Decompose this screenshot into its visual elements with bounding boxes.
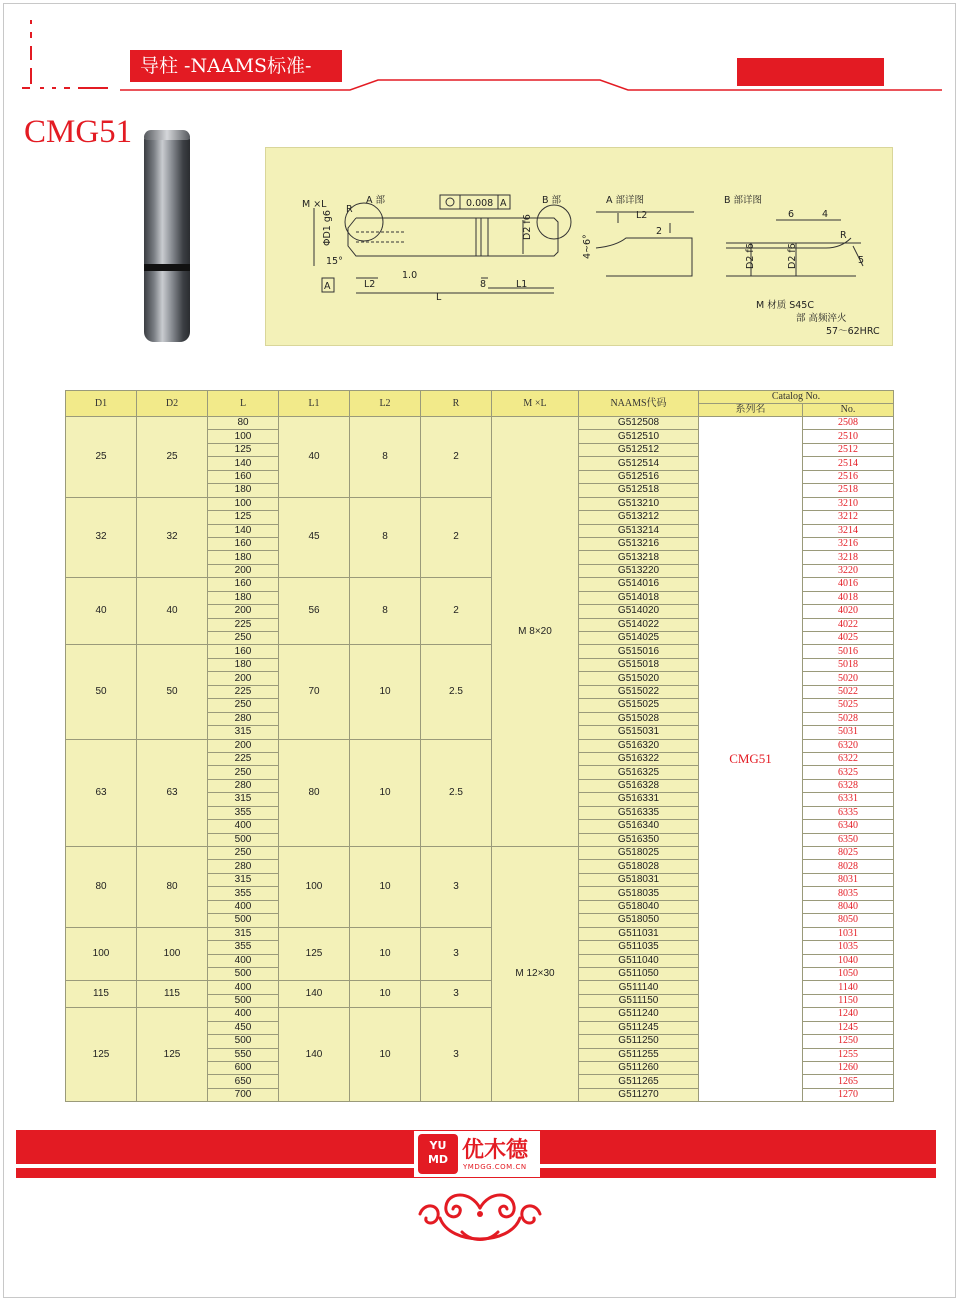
col-r: R bbox=[421, 391, 492, 417]
cell-naams: G515020 bbox=[579, 672, 699, 685]
cell-naams: G518040 bbox=[579, 900, 699, 913]
label-l: L bbox=[436, 292, 442, 303]
cell-catalog-no: 2508 bbox=[803, 417, 894, 430]
cell-naams: G511035 bbox=[579, 941, 699, 954]
cell-catalog-no: 2516 bbox=[803, 470, 894, 483]
cell-mxl: M 8×20 bbox=[492, 417, 579, 847]
cell-catalog-no: 6340 bbox=[803, 820, 894, 833]
cell-l: 600 bbox=[208, 1062, 279, 1075]
cell-catalog-no: 3216 bbox=[803, 537, 894, 550]
label-l1: L1 bbox=[516, 279, 528, 290]
col-l1: L1 bbox=[279, 391, 350, 417]
label-d1: ΦD1 g6 bbox=[322, 210, 333, 246]
cell-l1: 40 bbox=[279, 417, 350, 498]
cell-d2: 50 bbox=[137, 645, 208, 739]
cell-naams: G516328 bbox=[579, 779, 699, 792]
cell-catalog-no: 5031 bbox=[803, 726, 894, 739]
label-mxl: M ×L bbox=[302, 199, 327, 210]
cell-l: 400 bbox=[208, 981, 279, 994]
cell-catalog-no: 3218 bbox=[803, 551, 894, 564]
cell-naams: G512518 bbox=[579, 484, 699, 497]
cell-l2: 8 bbox=[350, 417, 421, 498]
cell-l1: 125 bbox=[279, 927, 350, 981]
cell-catalog-no: 3220 bbox=[803, 564, 894, 577]
cell-l: 200 bbox=[208, 672, 279, 685]
cell-naams: G516320 bbox=[579, 739, 699, 752]
cell-d2: 125 bbox=[137, 1008, 208, 1102]
cell-l: 125 bbox=[208, 511, 279, 524]
cell-l: 140 bbox=[208, 524, 279, 537]
cell-l: 315 bbox=[208, 927, 279, 940]
cell-naams: G513212 bbox=[579, 511, 699, 524]
cell-catalog-no: 4018 bbox=[803, 591, 894, 604]
cell-catalog-no: 6322 bbox=[803, 752, 894, 765]
cell-l2: 10 bbox=[350, 1008, 421, 1102]
cell-l: 200 bbox=[208, 564, 279, 577]
cell-naams: G516350 bbox=[579, 833, 699, 846]
label-b-d2a: D2 f6 bbox=[745, 243, 756, 269]
cell-naams: G514022 bbox=[579, 618, 699, 631]
cell-d2: 115 bbox=[137, 981, 208, 1008]
cell-naams: G511040 bbox=[579, 954, 699, 967]
cell-r: 2 bbox=[421, 497, 492, 578]
cell-l: 400 bbox=[208, 954, 279, 967]
cell-naams: G512514 bbox=[579, 457, 699, 470]
col-d2: D2 bbox=[137, 391, 208, 417]
cell-l1: 70 bbox=[279, 645, 350, 739]
cell-d1: 50 bbox=[66, 645, 137, 739]
cell-l: 500 bbox=[208, 994, 279, 1007]
cell-l: 180 bbox=[208, 658, 279, 671]
cell-l: 400 bbox=[208, 900, 279, 913]
cell-naams: G511250 bbox=[579, 1035, 699, 1048]
cell-naams: G511031 bbox=[579, 927, 699, 940]
cell-r: 3 bbox=[421, 927, 492, 981]
label-a-datum-box: A bbox=[324, 281, 331, 292]
cell-naams: G511260 bbox=[579, 1062, 699, 1075]
cell-naams: G515016 bbox=[579, 645, 699, 658]
cell-d1: 100 bbox=[66, 927, 137, 981]
label-r: R bbox=[346, 204, 353, 215]
label-b-r: R bbox=[840, 230, 847, 241]
cell-naams: G511270 bbox=[579, 1088, 699, 1101]
cell-catalog-no: 5028 bbox=[803, 712, 894, 725]
cell-naams: G512508 bbox=[579, 417, 699, 430]
cell-naams: G515025 bbox=[579, 699, 699, 712]
cell-naams: G513216 bbox=[579, 537, 699, 550]
cell-naams: G516340 bbox=[579, 820, 699, 833]
label-a-l2: L2 bbox=[636, 210, 648, 221]
cell-naams: G511265 bbox=[579, 1075, 699, 1088]
cell-l1: 45 bbox=[279, 497, 350, 578]
label-b-part: B 部 bbox=[542, 195, 562, 206]
cell-naams: G511050 bbox=[579, 967, 699, 980]
cell-catalog-no: 5022 bbox=[803, 685, 894, 698]
cell-l: 80 bbox=[208, 417, 279, 430]
brand-logo bbox=[414, 1131, 540, 1177]
cell-l: 355 bbox=[208, 806, 279, 819]
cell-l: 650 bbox=[208, 1075, 279, 1088]
cell-l: 280 bbox=[208, 779, 279, 792]
label-four: 4 bbox=[822, 209, 829, 220]
cell-naams: G511255 bbox=[579, 1048, 699, 1061]
cell-catalog-no: 1035 bbox=[803, 941, 894, 954]
cell-catalog-no: 1150 bbox=[803, 994, 894, 1007]
label-angle: 15° bbox=[326, 256, 343, 267]
cell-naams: G518031 bbox=[579, 873, 699, 886]
cell-naams: G511245 bbox=[579, 1021, 699, 1034]
header-accent-box bbox=[737, 58, 884, 86]
col-l2: L2 bbox=[350, 391, 421, 417]
cell-l1: 140 bbox=[279, 981, 350, 1008]
cell-l: 160 bbox=[208, 645, 279, 658]
cell-naams: G512516 bbox=[579, 470, 699, 483]
spec-table bbox=[65, 390, 894, 1102]
col-l: L bbox=[208, 391, 279, 417]
cell-r: 3 bbox=[421, 847, 492, 928]
cell-d2: 40 bbox=[137, 578, 208, 645]
cell-l2: 10 bbox=[350, 981, 421, 1008]
label-b-detail: B 部详图 bbox=[724, 195, 763, 206]
cell-l2: 10 bbox=[350, 739, 421, 847]
cell-l1: 56 bbox=[279, 578, 350, 645]
cell-catalog-no: 1270 bbox=[803, 1088, 894, 1101]
page-title: 导柱 -NAAMS标准- bbox=[130, 50, 342, 82]
cell-catalog-no: 8040 bbox=[803, 900, 894, 913]
cell-naams: G513218 bbox=[579, 551, 699, 564]
cell-naams: G518025 bbox=[579, 847, 699, 860]
note-material: M 材质 S45C bbox=[756, 300, 814, 311]
cell-l2: 10 bbox=[350, 927, 421, 981]
cell-d2: 100 bbox=[137, 927, 208, 981]
cell-l: 400 bbox=[208, 820, 279, 833]
cell-naams: G513214 bbox=[579, 524, 699, 537]
cell-l: 200 bbox=[208, 605, 279, 618]
cell-catalog-no: 6325 bbox=[803, 766, 894, 779]
cell-d2: 80 bbox=[137, 847, 208, 928]
cell-naams: G518028 bbox=[579, 860, 699, 873]
technical-drawing bbox=[265, 147, 893, 346]
cell-l: 315 bbox=[208, 726, 279, 739]
cell-l: 160 bbox=[208, 578, 279, 591]
cell-d1: 80 bbox=[66, 847, 137, 928]
cell-naams: G514016 bbox=[579, 578, 699, 591]
col-catalog: Catalog No. bbox=[699, 391, 894, 404]
cell-catalog-no: 8035 bbox=[803, 887, 894, 900]
cell-naams: G516325 bbox=[579, 766, 699, 779]
cell-d1: 32 bbox=[66, 497, 137, 578]
cell-r: 2 bbox=[421, 417, 492, 498]
cell-l: 250 bbox=[208, 699, 279, 712]
cell-l: 550 bbox=[208, 1048, 279, 1061]
cell-l: 500 bbox=[208, 833, 279, 846]
cell-naams: G511240 bbox=[579, 1008, 699, 1021]
cell-l: 700 bbox=[208, 1088, 279, 1101]
cell-series: CMG51 bbox=[699, 417, 803, 1102]
cell-l: 355 bbox=[208, 941, 279, 954]
cell-l: 225 bbox=[208, 685, 279, 698]
cell-catalog-no: 3214 bbox=[803, 524, 894, 537]
swirl-ornament bbox=[410, 1188, 550, 1254]
cell-catalog-no: 8050 bbox=[803, 914, 894, 927]
cell-catalog-no: 4020 bbox=[803, 605, 894, 618]
cell-catalog-no: 1040 bbox=[803, 954, 894, 967]
cell-l: 250 bbox=[208, 847, 279, 860]
cell-naams: G512512 bbox=[579, 443, 699, 456]
cell-catalog-no: 2510 bbox=[803, 430, 894, 443]
cell-d2: 32 bbox=[137, 497, 208, 578]
cell-l: 315 bbox=[208, 793, 279, 806]
cell-l: 125 bbox=[208, 443, 279, 456]
cell-l: 180 bbox=[208, 591, 279, 604]
label-five: 5 bbox=[858, 255, 865, 266]
cell-l1: 100 bbox=[279, 847, 350, 928]
cell-catalog-no: 4022 bbox=[803, 618, 894, 631]
cell-catalog-no: 6320 bbox=[803, 739, 894, 752]
logo-mark: YU MD bbox=[418, 1134, 458, 1174]
cell-naams: G516322 bbox=[579, 752, 699, 765]
label-tolerance: 0.008 bbox=[466, 198, 494, 209]
cell-catalog-no: 5020 bbox=[803, 672, 894, 685]
cell-d2: 25 bbox=[137, 417, 208, 498]
cell-catalog-no: 1250 bbox=[803, 1035, 894, 1048]
cell-naams: G514025 bbox=[579, 632, 699, 645]
col-naams: NAAMS代码 bbox=[579, 391, 699, 417]
cell-l: 100 bbox=[208, 497, 279, 510]
table-row bbox=[66, 417, 894, 430]
cell-catalog-no: 6331 bbox=[803, 793, 894, 806]
cell-catalog-no: 2518 bbox=[803, 484, 894, 497]
cell-r: 2.5 bbox=[421, 739, 492, 847]
col-no: No. bbox=[803, 404, 894, 417]
label-a-part: A 部 bbox=[366, 195, 386, 206]
label-b-d2b: D2 f6 bbox=[787, 243, 798, 269]
label-l2: L2 bbox=[364, 279, 376, 290]
cell-l: 250 bbox=[208, 766, 279, 779]
cell-catalog-no: 2514 bbox=[803, 457, 894, 470]
cell-catalog-no: 4016 bbox=[803, 578, 894, 591]
cell-l: 500 bbox=[208, 914, 279, 927]
cell-catalog-no: 1260 bbox=[803, 1062, 894, 1075]
cell-catalog-no: 1245 bbox=[803, 1021, 894, 1034]
cell-l: 140 bbox=[208, 457, 279, 470]
cell-catalog-no: 5018 bbox=[803, 658, 894, 671]
cell-l: 180 bbox=[208, 484, 279, 497]
cell-l: 280 bbox=[208, 712, 279, 725]
label-chamfer: 1.0 bbox=[402, 270, 418, 281]
col-mxl: M ×L bbox=[492, 391, 579, 417]
label-d2: D2 f6 bbox=[522, 214, 533, 240]
cell-catalog-no: 1255 bbox=[803, 1048, 894, 1061]
cell-catalog-no: 6328 bbox=[803, 779, 894, 792]
cell-naams: G515022 bbox=[579, 685, 699, 698]
cell-d1: 115 bbox=[66, 981, 137, 1008]
label-datum: A bbox=[500, 198, 507, 209]
col-d1: D1 bbox=[66, 391, 137, 417]
cell-l1: 80 bbox=[279, 739, 350, 847]
cell-d1: 63 bbox=[66, 739, 137, 847]
cell-catalog-no: 6335 bbox=[803, 806, 894, 819]
cell-naams: G516331 bbox=[579, 793, 699, 806]
cell-naams: G512510 bbox=[579, 430, 699, 443]
logo-url: YMDGG.COM.CN bbox=[463, 1163, 527, 1171]
cell-l: 355 bbox=[208, 887, 279, 900]
cell-catalog-no: 3210 bbox=[803, 497, 894, 510]
label-eight: 8 bbox=[480, 279, 487, 290]
cell-l2: 10 bbox=[350, 645, 421, 739]
cell-catalog-no: 8031 bbox=[803, 873, 894, 886]
cell-catalog-no: 5016 bbox=[803, 645, 894, 658]
cell-catalog-no: 2512 bbox=[803, 443, 894, 456]
cell-l: 500 bbox=[208, 967, 279, 980]
cell-r: 3 bbox=[421, 981, 492, 1008]
cell-naams: G515031 bbox=[579, 726, 699, 739]
cell-d1: 125 bbox=[66, 1008, 137, 1102]
cell-l: 250 bbox=[208, 632, 279, 645]
cell-l: 280 bbox=[208, 860, 279, 873]
cell-catalog-no: 1140 bbox=[803, 981, 894, 994]
cell-catalog-no: 1031 bbox=[803, 927, 894, 940]
note-hardness: 57～62HRC bbox=[826, 326, 880, 337]
cell-catalog-no: 4025 bbox=[803, 632, 894, 645]
cell-naams: G515018 bbox=[579, 658, 699, 671]
cell-naams: G515028 bbox=[579, 712, 699, 725]
cell-l: 225 bbox=[208, 752, 279, 765]
cell-l: 180 bbox=[208, 551, 279, 564]
cell-naams: G513220 bbox=[579, 564, 699, 577]
label-a-detail: A 部详图 bbox=[606, 195, 645, 206]
product-code: CMG51 bbox=[24, 114, 133, 150]
cell-d1: 25 bbox=[66, 417, 137, 498]
cell-catalog-no: 3212 bbox=[803, 511, 894, 524]
label-two: 2 bbox=[656, 226, 663, 237]
cell-l: 500 bbox=[208, 1035, 279, 1048]
cell-catalog-no: 1265 bbox=[803, 1075, 894, 1088]
cell-catalog-no: 1240 bbox=[803, 1008, 894, 1021]
cell-naams: G513210 bbox=[579, 497, 699, 510]
cell-naams: G514020 bbox=[579, 605, 699, 618]
cell-naams: G518050 bbox=[579, 914, 699, 927]
logo-name: 优木德 bbox=[462, 1138, 529, 1163]
cell-l2: 8 bbox=[350, 578, 421, 645]
cell-catalog-no: 6350 bbox=[803, 833, 894, 846]
cell-catalog-no: 8028 bbox=[803, 860, 894, 873]
cell-r: 2.5 bbox=[421, 645, 492, 739]
guide-pin-image bbox=[144, 130, 190, 342]
cell-naams: G514018 bbox=[579, 591, 699, 604]
label-six: 6 bbox=[788, 209, 795, 220]
cell-l: 400 bbox=[208, 1008, 279, 1021]
cell-l1: 140 bbox=[279, 1008, 350, 1102]
label-four-six: 4~6° bbox=[582, 234, 593, 259]
cell-r: 2 bbox=[421, 578, 492, 645]
cell-l: 450 bbox=[208, 1021, 279, 1034]
cell-catalog-no: 8025 bbox=[803, 847, 894, 860]
cell-catalog-no: 5025 bbox=[803, 699, 894, 712]
cell-catalog-no: 1050 bbox=[803, 967, 894, 980]
cell-l: 200 bbox=[208, 739, 279, 752]
cell-r: 3 bbox=[421, 1008, 492, 1102]
cell-naams: G511150 bbox=[579, 994, 699, 1007]
cell-l: 315 bbox=[208, 873, 279, 886]
cell-l: 160 bbox=[208, 470, 279, 483]
cell-mxl: M 12×30 bbox=[492, 847, 579, 1102]
cell-naams: G516335 bbox=[579, 806, 699, 819]
note-hardening: 部 高频淬火 bbox=[796, 313, 847, 324]
cell-l: 100 bbox=[208, 430, 279, 443]
cell-d1: 40 bbox=[66, 578, 137, 645]
cell-naams: G511140 bbox=[579, 981, 699, 994]
cell-l2: 10 bbox=[350, 847, 421, 928]
cell-l: 160 bbox=[208, 537, 279, 550]
cell-naams: G518035 bbox=[579, 887, 699, 900]
cell-d2: 63 bbox=[137, 739, 208, 847]
cell-l: 225 bbox=[208, 618, 279, 631]
col-series: 系列名 bbox=[699, 404, 803, 417]
cell-l2: 8 bbox=[350, 497, 421, 578]
